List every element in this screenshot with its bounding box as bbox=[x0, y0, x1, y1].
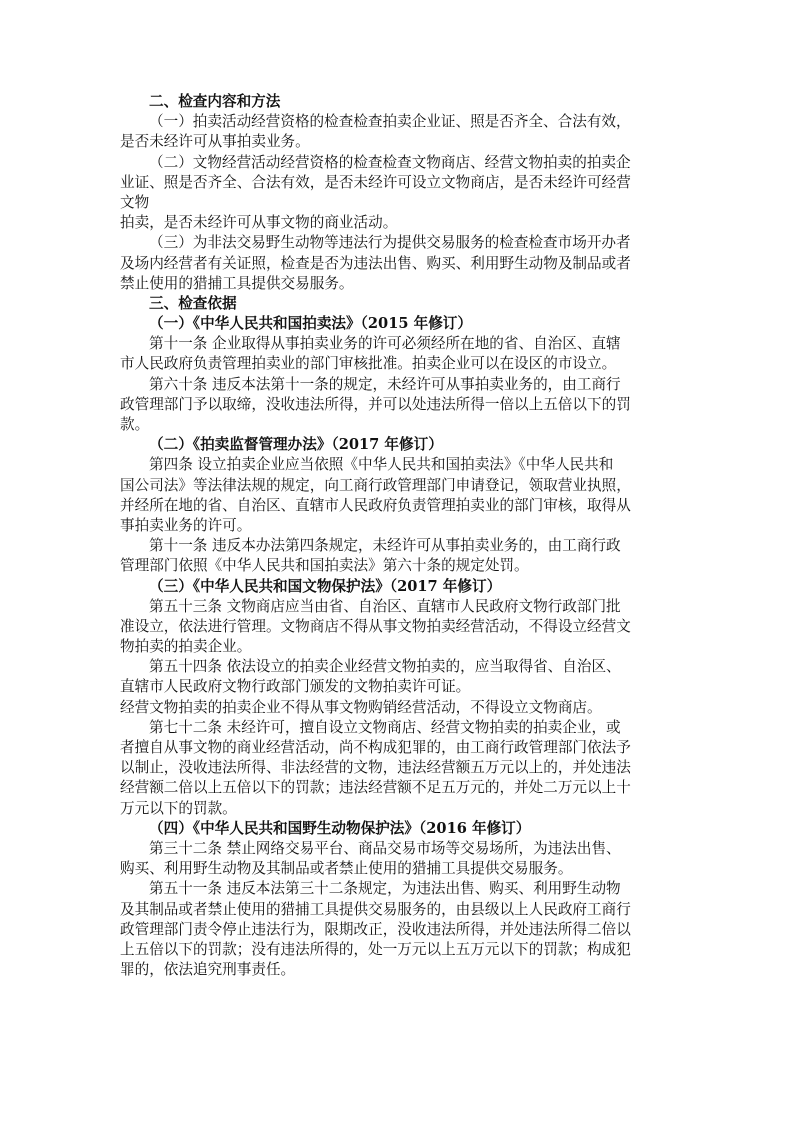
document-body bbox=[120, 92, 672, 980]
text-line: 市人民政府负责管理拍卖业的部门审核批准。拍卖企业可以在设区的市设立。 bbox=[120, 355, 617, 373]
text-line: 第七十二条 未经许可，擅自设立文物商店、经营文物拍卖的拍卖企业，或 bbox=[149, 718, 621, 736]
text-line: 文物 bbox=[120, 193, 150, 211]
text-line: 政管理部门责令停止违法行为，限期改正，没收违法所得，并处违法所得二倍以 bbox=[120, 920, 631, 938]
text-line: 以制止，没收违法所得、非法经营的文物，违法经营额五万元以上的，并处违法 bbox=[120, 759, 631, 777]
text-line: 政管理部门予以取缔，没收违法所得，并可以处违法所得一倍以上五倍以下的罚 bbox=[120, 395, 631, 413]
text-line: 者擅自从事文物的商业经营活动，尚不构成犯罪的，由工商行政管理部门依法予 bbox=[120, 739, 631, 756]
text-line: 及其制品或者禁止使用的猎捕工具提供交易服务的，由县级以上人民政府工商行 bbox=[120, 900, 631, 918]
text-line: 购买、利用野生动物及其制品或者禁止使用的猎捕工具提供交易服务。 bbox=[120, 860, 573, 878]
text-line: 拍卖，是否未经许可从事文物的商业活动。 bbox=[120, 214, 398, 232]
text-line: 第十一条 企业取得从事拍卖业务的许可必须经所在地的省、自治区、直辖 bbox=[149, 335, 621, 353]
text-line: 第六十条 违反本法第十一条的规定，未经许可从事拍卖业务的，由工商行 bbox=[149, 375, 621, 393]
text-line: 第十一条 违反本办法第四条规定，未经许可从事拍卖业务的，由工商行政 bbox=[149, 537, 621, 555]
text-line: 业证、照是否齐全、合法有效，是否未经许可设立文物商店，是否未经许可经营 bbox=[120, 173, 631, 191]
section-heading: （三）《中华人民共和国文物保护法》（2017 年修订） bbox=[149, 577, 502, 595]
text-line: 万元以下的罚款。 bbox=[120, 799, 237, 817]
text-line: 禁止使用的猎捕工具提供交易服务。 bbox=[120, 274, 354, 292]
text-line: 准设立，依法进行管理。文物商店不得从事文物拍卖经营活动，不得设立经营文 bbox=[120, 617, 631, 635]
text-line: 款。 bbox=[120, 416, 150, 433]
text-line: 事拍卖业务的许可。 bbox=[120, 516, 252, 534]
text-line: 第四条 设立拍卖企业应当依照《中华人民共和国拍卖法》《中华人民共和 bbox=[149, 456, 614, 474]
text-line: （三）为非法交易野生动物等违法行为提供交易服务的检查检查市场开办者 bbox=[149, 234, 631, 252]
text-line: 第五十三条 文物商店应当由省、自治区、直辖市人民政府文物行政部门批 bbox=[149, 597, 621, 615]
text-line: 并经所在地的省、自治区、直辖市人民政府负责管理拍卖业的部门审核，取得从 bbox=[120, 496, 631, 514]
text-line: 管理部门依照《中华人民共和国拍卖法》第六十条的规定处罚。 bbox=[120, 557, 529, 575]
text-line: （一）拍卖活动经营资格的检查检查拍卖企业证、照是否齐全、合法有效， bbox=[149, 113, 631, 131]
section-heading: （二）《拍卖监督管理办法》（2017 年修订） bbox=[149, 436, 443, 454]
text-line: 是否未经许可从事拍卖业务。 bbox=[120, 133, 310, 151]
text-line: 物拍卖的拍卖企业。 bbox=[120, 638, 252, 656]
text-line: 国公司法》等法律法规的规定，向工商行政管理部门申请登记，领取营业执照， bbox=[120, 476, 631, 494]
section-heading: 三、检查依据 bbox=[149, 294, 237, 312]
text-line: 第五十四条 依法设立的拍卖企业经营文物拍卖的，应当取得省、自治区、 bbox=[149, 658, 621, 676]
text-line: 罪的，依法追究刑事责任。 bbox=[120, 961, 296, 979]
text-line: 经营文物拍卖的拍卖企业不得从事文物购销经营活动，不得设立文物商店。 bbox=[120, 698, 602, 716]
text-line: （二）文物经营活动经营资格的检查检查文物商店、经营文物拍卖的拍卖企 bbox=[149, 153, 631, 171]
text-line: 第三十二条 禁止网络交易平台、商品交易市场等交易场所，为违法出售、 bbox=[149, 839, 621, 857]
section-heading: 二、检查内容和方法 bbox=[149, 93, 281, 110]
section-heading: （一）《中华人民共和国拍卖法》（2015 年修订） bbox=[149, 315, 472, 333]
section-heading: （四）《中华人民共和国野生动物保护法》（2016 年修订） bbox=[149, 819, 531, 837]
text-line: 及场内经营者有关证照，检查是否为违法出售、购买、利用野生动物及制品或者 bbox=[120, 254, 631, 272]
text-line: 直辖市人民政府文物行政部门颁发的文物拍卖许可证。 bbox=[120, 678, 471, 696]
text-line: 经营额二倍以上五倍以下的罚款；违法经营额不足五万元的，并处二万元以上十 bbox=[120, 779, 631, 797]
text-line: 上五倍以下的罚款；没有违法所得的，处一万元以上五万元以下的罚款；构成犯 bbox=[120, 940, 631, 958]
text-line: 第五十一条 违反本法第三十二条规定，为违法出售、购买、利用野生动物 bbox=[149, 880, 621, 898]
